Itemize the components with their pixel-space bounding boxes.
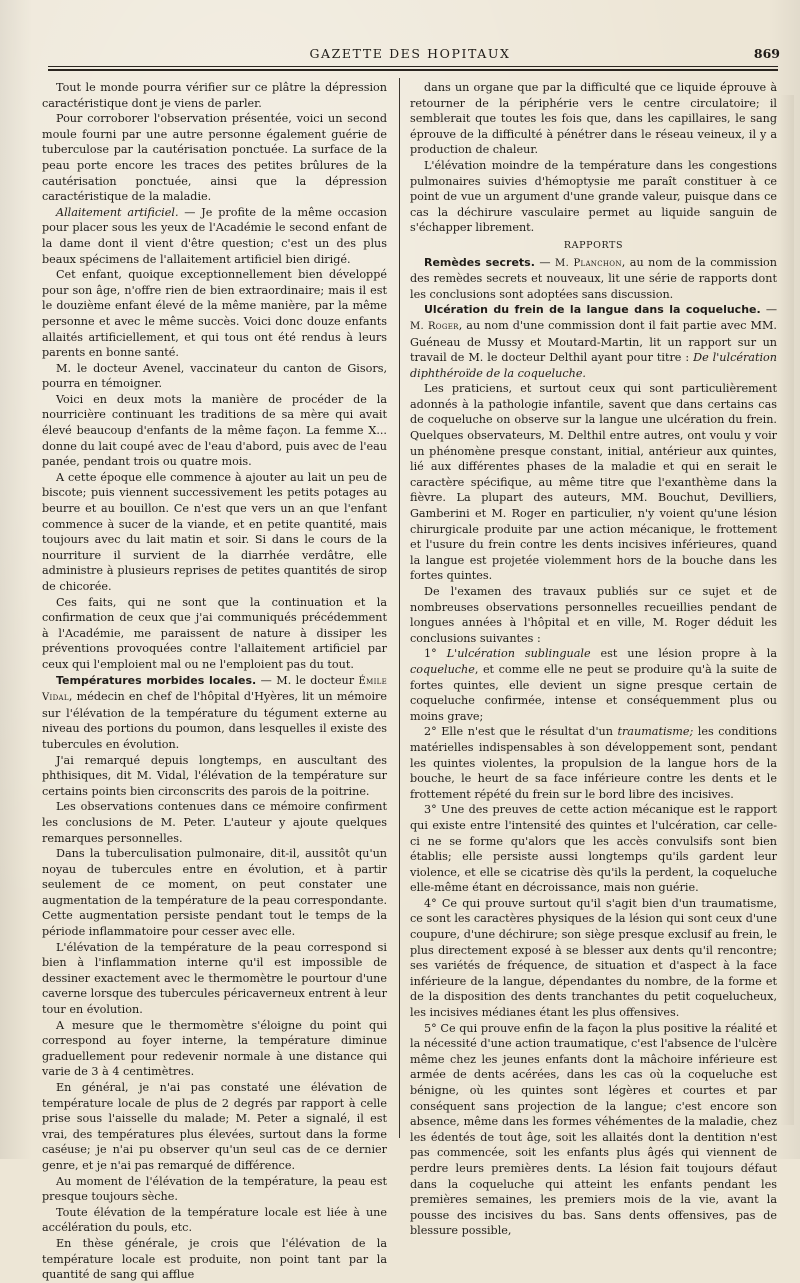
paragraph — [410, 302, 777, 381]
work-title: De l'ulcération diphthéroïde de la coqueluche. — [410, 351, 777, 380]
paragraph: Cet enfant, quoique exceptionnellement bien développé pour son âge, n'offre rien de bien extraordinaire; mais il est le douzième enfant élevé de la même manière, par la même personne et avec le même succès. Voici donc douze enfants allaités artificiellement, et qui tous ont été rendus à leurs parents en bonne santé. — [42, 268, 387, 360]
page-edge-shadow — [780, 95, 794, 1125]
paragraph: Ces faits, qui ne sont que la continuation et la confirmation de ceux que j'ai communiqués précédemment à l'Académie, me paraissent de nature à dissiper les préventions provoquées contre l'allaitement artificiel par ceux qui l'emploient mal ou ne l'emploient pas du tout. — [42, 595, 387, 671]
running-title: GAZETTE DES HOPITAUX — [309, 46, 511, 61]
section-lead: Allaitement artificiel. — [56, 205, 179, 219]
section-title-rapports: RAPPORTS — [563, 239, 624, 251]
conclusion-3: 3° Une des preuves de cette action mécanique est le rapport qui existe entre l'intensité des quintes et l'ulcération, car celle-ci ne se forme qu'alors que les accès convulsifs sont bien établis; elle persiste aussi longtemps qu'ils gardent leur violence, et elle se cicatrise dès qu'ils la perdent, la coqueluche elle-même étant en décroissance, mais non guérie. — [410, 803, 777, 895]
paragraph: De l'examen des travaux publiés sur ce sujet et de nombreuses observations personnelles recueillies pendant de longues années à l'hôpital et en ville, M. Roger déduit les conclusions suivantes : — [410, 585, 777, 645]
paragraph-text: — Je profite de la même occasion pour placer sous les yeux de l'Académie le second enfant de la dame dont il vient d'être question; c'est un des plus beaux spécimens de l'allaitement artificiel bien dirigé. — [42, 205, 387, 266]
paragraph-text: — — [760, 303, 778, 317]
author-name: Émile Vidal — [42, 675, 387, 704]
paragraph: J'ai remarqué depuis longtemps, en auscultant des phthisiques, dit M. Vidal, l'élévation de la température sur certains points bien circonscrits des parois de la poitrine. — [42, 753, 387, 798]
paragraph: A mesure que le thermomètre s'éloigne du point qui correspond au foyer interne, la température diminue graduellement pour redevenir normale à une distance qui varie de 3 à 4 centimètres. — [42, 1018, 387, 1079]
paragraph: Toute élévation de la température locale est liée à une accélération du pouls, etc. — [42, 1205, 387, 1235]
paragraph: Les praticiens, et surtout ceux qui sont particulièrement adonnés à la pathologie infantile, savent que dans certains cas de coqueluche on observe sur la langue une ulcération du frein. Quelques observateurs, M. Delthil entre autres, ont voulu y voir un phénomène presque constant, initial, antérieur aux quintes, lié aux différentes phases de la maladie et qui en serait le caractère spécifique, au même titre que l'exanthème dans la fièvre. La plupart des auteurs, MM. Bouchut, Devilliers, Gamberini et M. Roger en particulier, n'y voient qu'une lésion chirurgicale produite par une action mécanique, le frottement et l'usure du frein contre les dents incisives inférieures, quand la langue est projetée violemment hors de la bouche dans les fortes quintes. — [410, 382, 777, 583]
paragraph-text: 2° Elle n'est que le résultat d'un — [424, 725, 618, 739]
paragraph-text: — — [534, 255, 556, 269]
paragraph: Pour corroborer l'observation présentée, voici un second moule fourni par une autre personne également guérie de tuberculose par la cautérisation ponctuée. La surface de la peau porte encore les traces des petites brûlures de la cautérisation ponctuée, ainsi que la dépression caractéristique de la maladie. — [42, 112, 387, 204]
section-heading: Remèdes secrets. — [424, 255, 535, 269]
paragraph: L'élévation de la température de la peau correspond si bien à l'inflammation interne qu'il est impossible de dessiner exactement avec le thermomètre le pourtour d'une caverne lorsque des tubercules péricaverneux entrent à leur tour en évolution. — [42, 940, 387, 1017]
paragraph: Les observations contenues dans ce mémoire confirment les conclusions de M. Peter. L'auteur y ajoute quelques remarques personnelles. — [42, 800, 387, 845]
emphasis: coqueluche — [410, 662, 475, 676]
paragraph: dans un organe que par la difficulté que ce liquide éprouve à retourner de la périphérie vers le centre circulatoire; il semblerait que toutes les fois que, dans les capillaires, le sang éprouve de la difficulté à pénétrer dans le réseau veineux, il y a production de chaleur. — [410, 81, 777, 157]
column-divider — [399, 78, 400, 1138]
paragraph-text: est une lésion propre à la — [590, 647, 778, 661]
left-column — [42, 80, 387, 1283]
author-name: M. Planchon — [555, 257, 622, 269]
emphasis: L'ulcération sublinguale — [446, 647, 591, 661]
paragraph: Tout le monde pourra vérifier sur ce plâtre la dépression caractéristique dont je viens de parler. — [42, 81, 387, 110]
paragraph-text: , au nom de la commission des remèdes secrets et nouveaux, lit une série de rapports dont les conclusions sont adoptées sans discussion. — [410, 255, 777, 301]
right-column — [410, 80, 777, 1239]
paragraph-text: — M. le docteur — [256, 673, 359, 687]
paragraph — [42, 205, 387, 267]
paragraph-text: les conditions matérielles indispensables à son développement sont, pendant les quintes violentes, la propulsion de la langue hors de la bouche, le heurt de sa face inférieure contre les dents et le frottement répété du frein sur le bord libre des incisives. — [410, 725, 777, 801]
conclusion-4: 4° Ce qui prouve surtout qu'il s'agit bien d'un traumatisme, ce sont les caractères physiques de la lésion qui sont ceux d'une coupure, d'une déchirure; son siège presque exclusif au frein, le plus directement exposé à se blesser aux dents qu'il rencontre; ses variétés de fréquence, de situation et d'aspect à la face inférieure de la langue, dépendantes du nombre, de la forme et de la disposition des dents tranchantes du petit coquelucheux, les incisives médianes étant les plus offensives. — [410, 896, 777, 1020]
paragraph: Dans la tuberculisation pulmonaire, dit-il, aussitôt qu'un noyau de tubercules entre en évolution, et à partir seulement de ce moment, on peut constater une augmentation de la température de la peau correspondante. Cette augmentation persiste pendant tout le temps de la période inflammatoire pour cesser avec elle. — [42, 847, 387, 939]
conclusion-5: 5° Ce qui prouve enfin de la façon la plus positive la réalité et la nécessité d'une action traumatique, c'est l'absence de l'ulcère même chez les jeunes enfants dont la mâchoire inférieure est armée de dents acérées, dans les cas où la coqueluche est bénigne, où les quintes sont légères et courtes et par conséquent sans projection de la langue; c'est encore son absence, même dans les formes véhémentes de la maladie, chez les édentés de tout âge, soit les allaités dont la dentition n'est pas commencée, soit les enfants plus âgés qui viennent de perdre leurs premières dents. La lésion fait toujours défaut dans la coqueluche qui atteint les enfants pendant les premières semaines, les premiers mois de la vie, avant la pousse des incisives du bas. Sans dents offensives, pas de blessure possible, — [410, 1021, 777, 1238]
paragraph: M. le docteur Avenel, vaccinateur du canton de Gisors, pourra en témoigner. — [42, 361, 387, 391]
conclusion-2 — [410, 724, 777, 802]
paragraph-text: , médecin en chef de l'hôpital d'Hyères, lit un mémoire sur l'élévation de la température du tégument externe au niveau des portions du poumon, dans lesquelles il existe des tubercules en évolution. — [42, 690, 387, 751]
paragraph: Au moment de l'élévation de la température, la peau est presque toujours sèche. — [42, 1174, 387, 1204]
header-rule-thin — [48, 66, 778, 67]
page-number: 869 — [753, 46, 780, 61]
paragraph-text: , et comme elle ne peut se produire qu'à la suite de fortes quintes, elle devient un signe presque certain de coqueluche confirmée, intense et conséquemment plus ou moins grave; — [410, 662, 777, 723]
conclusion-1 — [410, 646, 777, 724]
paragraph: Voici en deux mots la manière de procéder de la nourricière continuant les traditions de sa mère qui avait élevé beaucoup d'enfants de la même façon. La femme X... donne du lait coupé avec de l'eau d'abord, puis avec de l'eau panée, pendant trois ou quatre mois. — [42, 392, 387, 469]
paragraph: A cette époque elle commence à ajouter au lait un peu de biscote; puis viennent successivement les petits potages au beurre et au bouillon. Ce n'est que vers un an que l'enfant commence à sucer de la viande, et en petite quantité, mais toujours avec du lait matin et soir. Si dans le cours de la nourriture il survient de la diarrhée verdâtre, elle administre à plusieurs reprises de petites quantités de sirop de chicorée. — [42, 470, 387, 593]
paragraph: En général, je n'ai pas constaté une élévation de température locale de plus de 2 degrés par rapport à celle prise sous l'aisselle du malade; M. Peter a signalé, il est vrai, des températures plus élevées, surtout dans la forme caséuse; je n'ai pu observer qu'un seul cas de ce dernier genre, et je n'ai pas remarqué de différence. — [42, 1081, 387, 1172]
paragraph-text: , au nom d'une commission dont il fait partie avec MM. Guéneau de Mussy et Moutard-Martin, lit un rapport sur un travail de M. le docteur Delthil ayant pour titre : — [410, 318, 777, 365]
header-rule-thick — [48, 69, 778, 71]
paragraph: L'élévation moindre de la température dans les congestions pulmonaires suivies d'hémoptysie me paraît constituer à ce point de vue un argument d'une grande valeur, puisque dans ce cas la déchirure vasculaire permet au liquide sanguin de s'échapper librement. — [410, 158, 777, 235]
paragraph: En thèse générale, je crois que l'élévation de la température locale est produite, non point tant par la quantité de sang qui afflue — [42, 1236, 387, 1282]
paragraph — [410, 255, 777, 303]
author-name: M. Roger — [410, 320, 459, 332]
paragraph — [42, 673, 387, 753]
paragraph-text: 1° — [424, 647, 447, 661]
section-heading: Températures morbides locales. — [56, 673, 257, 687]
emphasis: traumatisme; — [617, 725, 694, 739]
section-heading: Ulcération du frein de la langue dans la coqueluche. — [424, 303, 761, 317]
